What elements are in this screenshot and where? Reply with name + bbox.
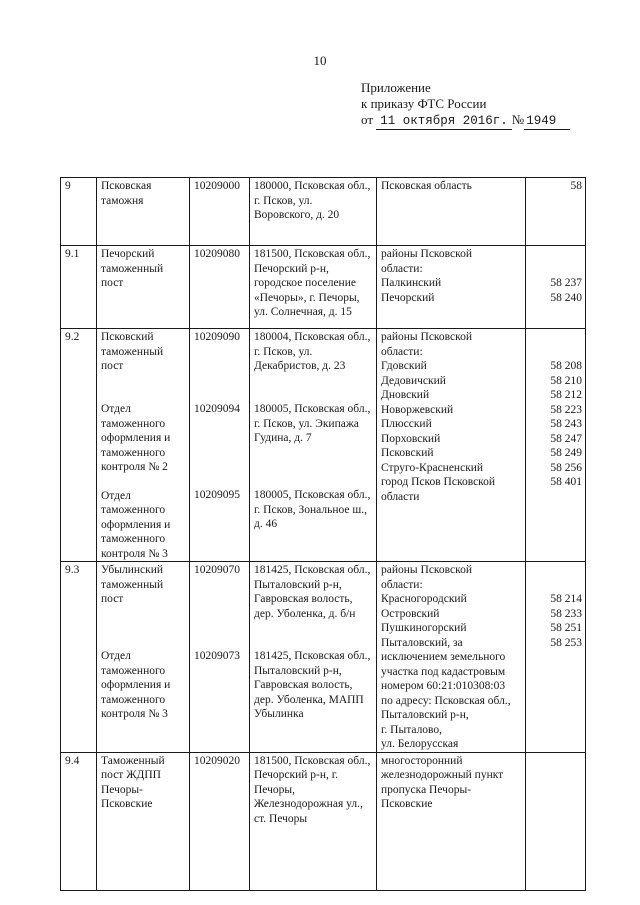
unit-name-cell (97, 246, 190, 329)
unit-address-cell (250, 246, 377, 329)
okato-code-cell (526, 329, 586, 562)
okato-code (530, 665, 582, 680)
territory-line: город Псков Псковской (381, 476, 496, 488)
unit-code: 10209000 (194, 180, 240, 192)
okato-code (530, 650, 582, 665)
unit-code: 10209095 (194, 489, 240, 501)
okato-code-cell (526, 752, 586, 890)
territory-line: ул. Белорусская (381, 738, 459, 750)
territory-line: Гдовский (381, 360, 427, 372)
okato-code (530, 737, 582, 752)
okato-code: 58 247 (550, 432, 582, 445)
header-date-line (361, 112, 570, 130)
document-header (361, 80, 570, 130)
territory-line: области (381, 490, 420, 503)
territory-line: Пушкиногорский (381, 622, 467, 634)
unit-name-cell (97, 178, 190, 246)
territory-line: Порховский (381, 432, 441, 445)
territory-line: Пыталовский р-н, (381, 709, 469, 721)
territory-line: пропуска Печоры- (381, 783, 472, 796)
territory-line: номером 60:21:010308:03 (381, 680, 506, 692)
okato-code: 58 212 (550, 389, 582, 401)
territory-cell (377, 178, 526, 246)
okato-code (530, 723, 582, 738)
unit-name: Отдел таможенного оформления и таможенного контроля № 2 (101, 403, 171, 473)
territory-line: Псковский (381, 447, 434, 459)
table-row (61, 562, 586, 753)
okato-code (530, 578, 582, 593)
territory-line: Печорский (381, 291, 435, 304)
okato-code: 58 253 (550, 636, 582, 649)
okato-code (530, 330, 582, 345)
unit-code: 10209073 (194, 650, 240, 662)
okato-code: 58 256 (550, 461, 582, 474)
territory-line: области: (381, 578, 423, 591)
unit-address-cell (250, 178, 377, 246)
territory-line: области: (381, 345, 423, 358)
territory-cell (377, 246, 526, 329)
territory-cell (377, 752, 526, 890)
okato-code: 58 233 (550, 607, 582, 620)
table-row (61, 178, 586, 246)
unit-code-cell (190, 178, 250, 246)
unit-name: Псковский таможенный пост (101, 331, 164, 372)
unit-code: 10209090 (194, 331, 240, 343)
territory-line: Струго-Красненский (381, 461, 484, 474)
okato-code: 58 210 (550, 374, 582, 387)
territory-line: районы Псковской (381, 331, 473, 343)
okato-code (530, 490, 582, 505)
okato-code: 58 249 (550, 447, 582, 459)
unit-address: 180004, Псковская обл., г. Псков, ул. Декабристов, д. 23 (254, 331, 371, 372)
unit-name-cell (97, 562, 190, 753)
header-number-label: № (511, 112, 525, 127)
header-appendix-label: Приложение (361, 80, 431, 95)
okato-code: 58 237 (550, 277, 582, 289)
page-number: 10 (313, 53, 327, 68)
okato-code: 58 208 (550, 360, 582, 372)
okato-code: 58 223 (550, 403, 582, 416)
unit-address-cell (250, 752, 377, 890)
unit-code: 10209094 (194, 403, 240, 415)
okato-code: 58 251 (550, 622, 582, 634)
row-number: 9.3 (61, 562, 97, 753)
unit-address: 180000, Псковская обл., г. Псков, ул. Воровского, д. 20 (254, 180, 371, 221)
unit-address: 181425, Псковская обл., Пыталовский р-н, Гавровская волость, дер. Уболенка, МАПП Убылинка (254, 650, 371, 720)
unit-name-cell (97, 752, 190, 890)
unit-name: Печорский таможенный пост (101, 248, 164, 289)
territory-line: участка под кадастровым (381, 665, 506, 678)
unit-address: 180005, Псковская обл., г. Псков, ул. Экипажа Гудина, д. 7 (254, 403, 371, 444)
okato-code: 58 240 (550, 291, 582, 304)
territory-line: Псковские (381, 798, 433, 810)
unit-code-cell (190, 329, 250, 562)
okato-code: 58 243 (550, 418, 582, 430)
okato-code: 58 (570, 180, 582, 192)
unit-code-cell (190, 246, 250, 329)
territory-line: по адресу: Псковская обл., (381, 694, 511, 707)
territory-line: исключением земельного (381, 651, 506, 663)
unit-name: Псковская таможня (101, 180, 152, 207)
okato-code: 58 214 (550, 593, 582, 605)
unit-address: 181500, Псковская обл., Печорский р-н, городское поселение «Печоры», г. Печоры, ул. Солнечная, д. 15 (254, 248, 371, 318)
header-from-label: от (361, 112, 374, 127)
territory-line: Пыталовский, за (381, 636, 463, 649)
territory-line: районы Псковской (381, 564, 473, 576)
territory-line: Островский (381, 607, 440, 620)
territory-line: Красногородский (381, 593, 467, 605)
header-order-label: к приказу ФТС России (361, 96, 487, 111)
table-body (61, 178, 586, 891)
unit-code: 10209070 (194, 564, 240, 576)
territory-line: области: (381, 262, 423, 275)
territory-line: Палкинский (381, 277, 442, 289)
territory-line: Плюсский (381, 418, 432, 430)
okato-code (530, 262, 582, 277)
okato-code: 58 401 (550, 476, 582, 488)
unit-name: Отдел таможенного оформления и таможенного контроля № 3 (101, 489, 171, 560)
okato-code (530, 345, 582, 360)
row-number: 9.1 (61, 246, 97, 329)
okato-code-cell (526, 178, 586, 246)
territory-cell (377, 329, 526, 562)
row-number: 9 (61, 178, 97, 246)
territory-line: районы Псковской (381, 248, 473, 260)
unit-name-cell (97, 329, 190, 562)
unit-address: 180005, Псковская обл., г. Псков, Зональное ш., д. 46 (254, 489, 371, 530)
unit-code: 10209080 (194, 248, 240, 260)
table-row (61, 246, 586, 329)
unit-code-cell (190, 752, 250, 890)
header-date: 11 октября 2016г. (376, 113, 512, 130)
unit-code-cell (190, 562, 250, 753)
unit-address: 181425, Псковская обл., Пыталовский р-н, Гавровская волость, дер. Уболенка, д. б/н (254, 564, 371, 620)
okato-code-cell (526, 562, 586, 753)
okato-code (530, 679, 582, 694)
unit-name: Убылинский таможенный пост (101, 564, 164, 605)
territory-line: г. Пыталово, (381, 723, 443, 736)
okato-code (530, 694, 582, 709)
table-row (61, 752, 586, 890)
customs-offices-table (60, 177, 586, 891)
territory-line: железнодорожный пункт (381, 769, 504, 781)
unit-address: 181500, Псковская обл., Печорский р-н, г. Печоры, Железнодорожная ул., ст. Печоры (254, 754, 371, 825)
okato-code (530, 563, 582, 578)
okato-code (530, 247, 582, 262)
okato-code-cell (526, 246, 586, 329)
header-number: 1949 (524, 113, 570, 130)
territory-line: Дедовичский (381, 374, 446, 387)
unit-address-cell (250, 329, 377, 562)
unit-name: Отдел таможенного оформления и таможенного контроля № 3 (101, 650, 171, 720)
territory-line: многосторонний (381, 754, 463, 767)
territory-line: Дновский (381, 389, 430, 401)
unit-name: Таможенный пост ЖДПП Печоры-Псковские (101, 754, 165, 810)
territory-line: Новоржевский (381, 403, 454, 416)
row-number: 9.4 (61, 752, 97, 890)
territory-line: Псковская область (381, 180, 472, 192)
okato-code (530, 708, 582, 723)
table-row (61, 329, 586, 562)
territory-cell (377, 562, 526, 753)
unit-address-cell (250, 562, 377, 753)
unit-code: 10209020 (194, 754, 240, 767)
row-number: 9.2 (61, 329, 97, 562)
